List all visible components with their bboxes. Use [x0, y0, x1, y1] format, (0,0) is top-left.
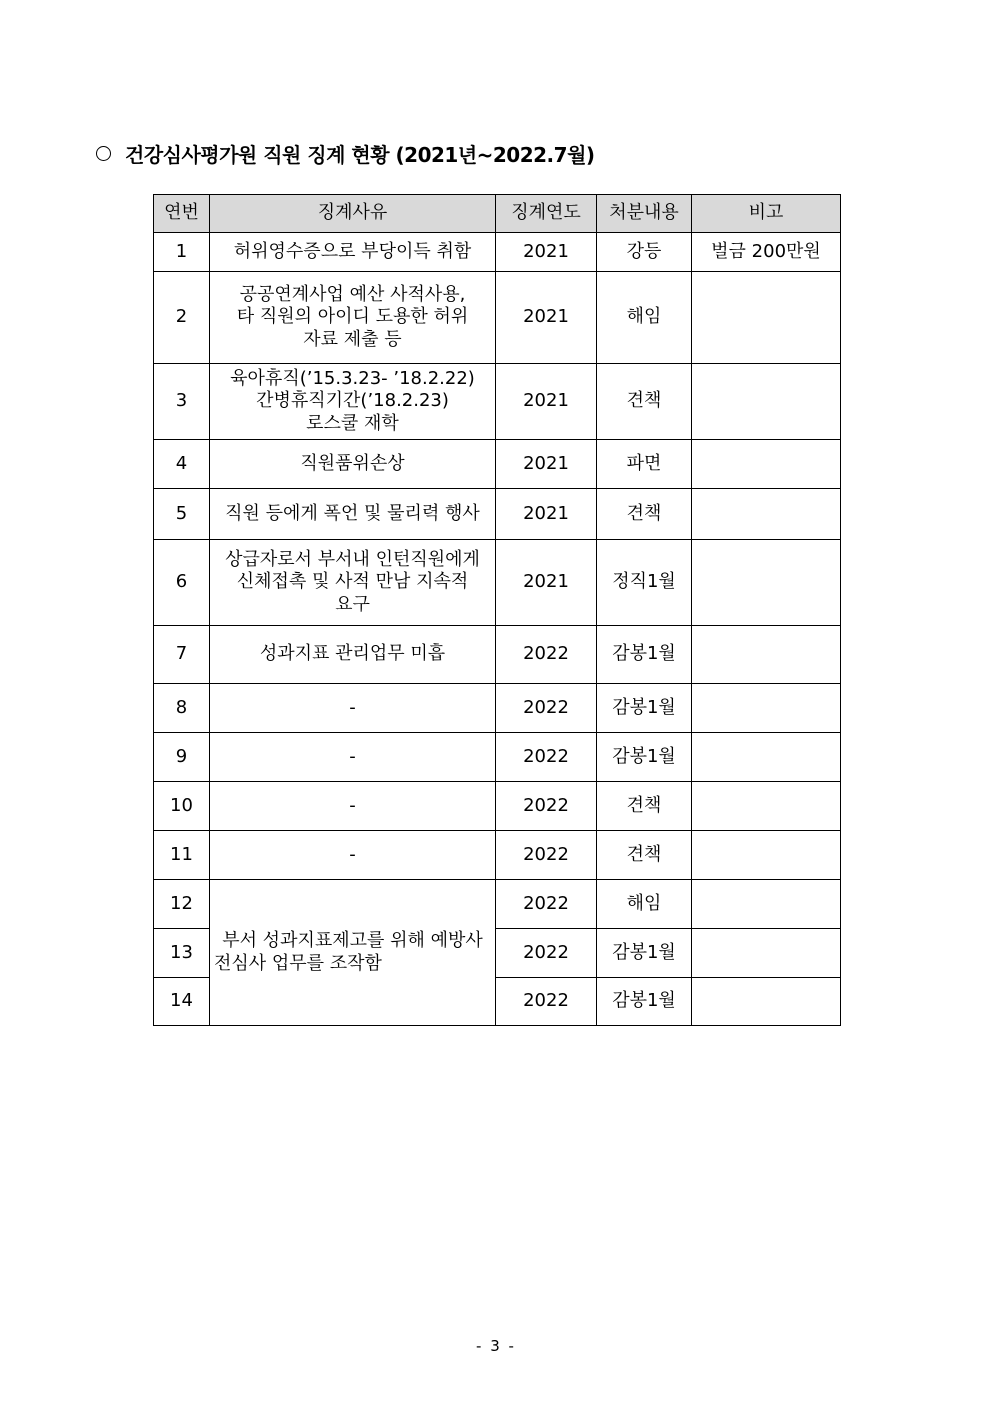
cell-note [692, 929, 841, 978]
cell-action: 강등 [597, 233, 692, 272]
table-row [154, 272, 841, 364]
reason-line: 간병휴직기간(’18.2.23) [256, 390, 449, 412]
reason-line: 직원품위손상 [300, 452, 405, 474]
table-row [154, 880, 841, 929]
cell-note [692, 831, 841, 880]
cell-note [692, 880, 841, 929]
cell-no: 7 [154, 626, 210, 684]
cell-note [692, 272, 841, 364]
cell-action: 감봉1월 [597, 929, 692, 978]
table-row [154, 233, 841, 272]
cell-no: 13 [154, 929, 210, 978]
cell-year: 2022 [496, 880, 597, 929]
cell-no: 14 [154, 978, 210, 1026]
reason-line: 자료 제출 등 [303, 328, 402, 350]
cell-action: 해임 [597, 880, 692, 929]
section-title: 건강심사평가원 직원 징계 현황 (2021년~2022.7월) [125, 142, 595, 167]
cell-no: 11 [154, 831, 210, 880]
cell-year: 2021 [496, 272, 597, 364]
cell-year: 2022 [496, 929, 597, 978]
cell-action: 감봉1월 [597, 733, 692, 782]
cell-no: 9 [154, 733, 210, 782]
cell-reason [210, 831, 496, 880]
cell-year: 2022 [496, 684, 597, 733]
cell-year: 2022 [496, 782, 597, 831]
table-row [154, 489, 841, 540]
reason-line: - [349, 696, 356, 718]
cell-no: 4 [154, 440, 210, 489]
section-heading [96, 138, 595, 168]
cell-note: 벌금 200만원 [692, 233, 841, 272]
cell-no: 8 [154, 684, 210, 733]
header-year: 징계연도 [496, 195, 597, 233]
cell-no: 2 [154, 272, 210, 364]
cell-note [692, 540, 841, 626]
cell-action: 파면 [597, 440, 692, 489]
reason-line: 성과지표 관리업무 미흡 [259, 643, 446, 665]
header-reason: 징계사유 [210, 195, 496, 233]
cell-note [692, 440, 841, 489]
header-note: 비고 [692, 195, 841, 233]
reason-line: 요구 [335, 593, 370, 615]
cell-year: 2022 [496, 733, 597, 782]
cell-action: 정직1월 [597, 540, 692, 626]
reason-line: 상급자로서 부서내 인턴직원에게 [225, 548, 480, 570]
cell-year: 2022 [496, 626, 597, 684]
cell-action: 감봉1월 [597, 626, 692, 684]
cell-note [692, 782, 841, 831]
table-row [154, 782, 841, 831]
reason-line: 직원 등에게 폭언 및 물리력 행사 [225, 502, 480, 524]
cell-reason [210, 782, 496, 831]
cell-note [692, 978, 841, 1026]
cell-action: 견책 [597, 782, 692, 831]
cell-no: 3 [154, 364, 210, 440]
cell-note [692, 684, 841, 733]
cell-year: 2022 [496, 978, 597, 1026]
cell-no: 6 [154, 540, 210, 626]
table-row [154, 831, 841, 880]
cell-action: 해임 [597, 272, 692, 364]
cell-note [692, 364, 841, 440]
cell-action: 감봉1월 [597, 684, 692, 733]
reason-line: - [349, 745, 356, 767]
cell-no: 1 [154, 233, 210, 272]
cell-action: 견책 [597, 364, 692, 440]
cell-reason [210, 540, 496, 626]
cell-note [692, 626, 841, 684]
cell-action: 견책 [597, 489, 692, 540]
page-number: - 3 - [476, 1337, 516, 1355]
reason-line: 신체접촉 및 사적 만남 지속적 [236, 571, 469, 593]
reason-line: 타 직원의 아이디 도용한 허위 [236, 306, 469, 328]
reason-line: - [349, 794, 356, 816]
table-row [154, 540, 841, 626]
cell-year: 2021 [496, 489, 597, 540]
cell-reason [210, 364, 496, 440]
table-row [154, 364, 841, 440]
disciplinary-table [153, 194, 841, 1026]
table-header-row [154, 195, 841, 233]
cell-no: 5 [154, 489, 210, 540]
cell-reason [210, 489, 496, 540]
table-row [154, 733, 841, 782]
reason-line: 육아휴직(’15.3.23- ’18.2.22) [230, 367, 475, 389]
cell-action: 견책 [597, 831, 692, 880]
cell-no: 10 [154, 782, 210, 831]
cell-note [692, 489, 841, 540]
cell-reason-merged: 부서 성과지표제고를 위해 예방사전심사 업무를 조작함 [210, 880, 496, 1026]
table-row [154, 626, 841, 684]
header-no: 연번 [154, 195, 210, 233]
cell-year: 2021 [496, 364, 597, 440]
table-row [154, 440, 841, 489]
reason-line: 허위영수증으로 부당이득 취함 [233, 240, 472, 262]
cell-reason [210, 684, 496, 733]
circle-bullet-icon [96, 146, 111, 161]
reason-line: 로스쿨 재학 [306, 412, 399, 434]
reason-line: 공공연계사업 예산 사적사용, [239, 283, 466, 305]
cell-reason [210, 272, 496, 364]
cell-no: 12 [154, 880, 210, 929]
cell-year: 2021 [496, 440, 597, 489]
cell-reason [210, 733, 496, 782]
cell-year: 2022 [496, 831, 597, 880]
cell-reason [210, 233, 496, 272]
cell-reason [210, 626, 496, 684]
cell-year: 2021 [496, 233, 597, 272]
cell-year: 2021 [496, 540, 597, 626]
cell-action: 감봉1월 [597, 978, 692, 1026]
reason-line: - [349, 843, 356, 865]
cell-reason [210, 440, 496, 489]
table-row [154, 684, 841, 733]
cell-note [692, 733, 841, 782]
header-action: 처분내용 [597, 195, 692, 233]
